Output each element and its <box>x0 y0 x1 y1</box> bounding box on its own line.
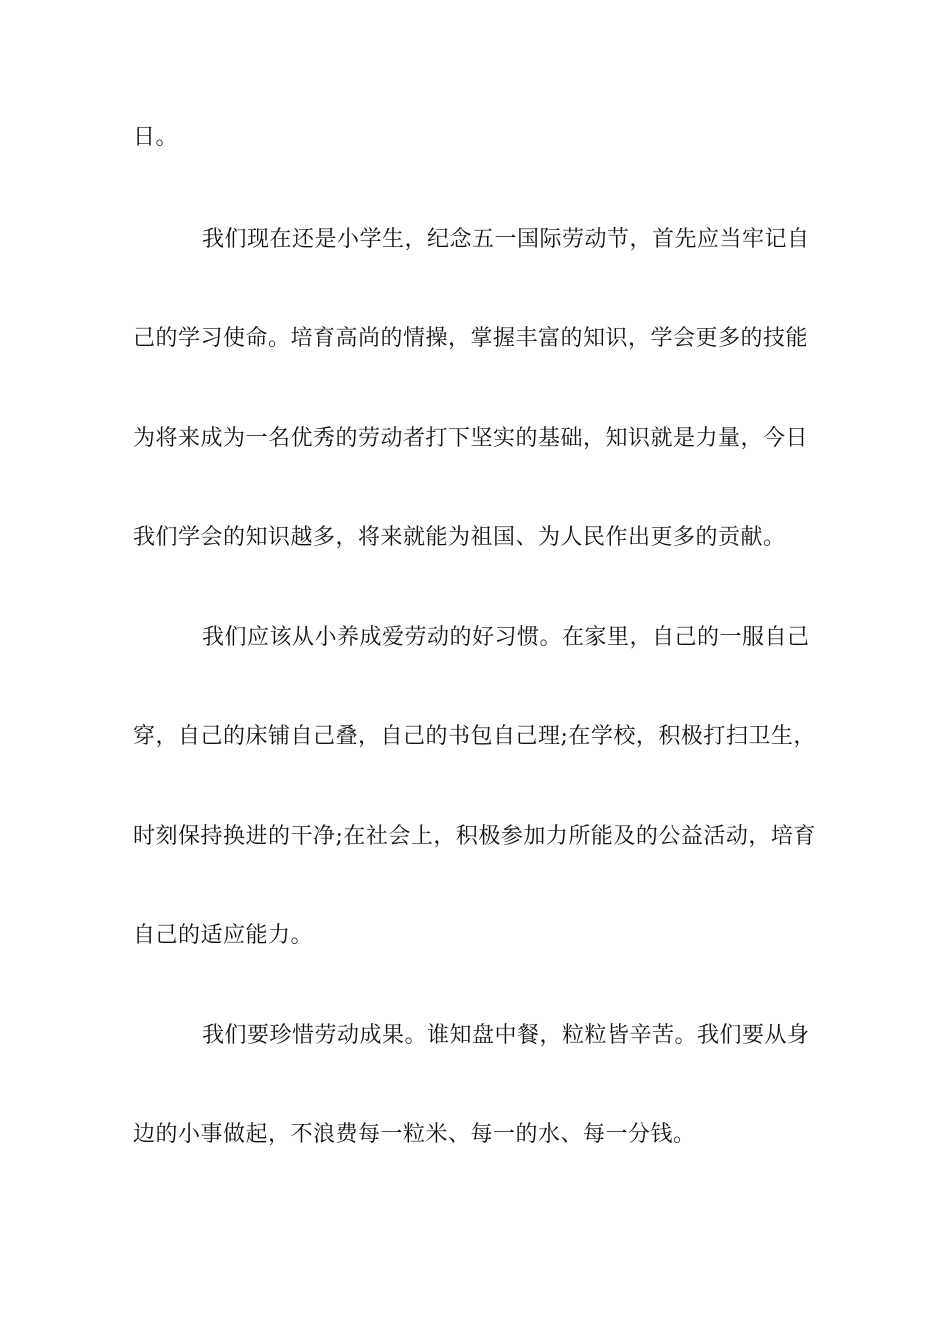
paragraph-first-line: 我们现在还是小学生，纪念五一国际劳动节，首先应当牢记自 <box>202 227 810 252</box>
text-line: 为将来成为一名优秀的劳动者打下坚实的基础，知识就是力量，今日 <box>133 426 809 451</box>
text-line: 时刻保持换进的干净;在社会上，积极参加力所能及的公益活动，培育 <box>133 824 816 849</box>
text-line: 穿，自己的床铺自己叠，自己的书包自己理;在学校，积极打扫卫生， <box>133 724 816 749</box>
text-line: 日。 <box>133 125 179 150</box>
text-line: 自己的适应能力。 <box>133 923 314 948</box>
text-line: 己的学习使命。培育高尚的情操，掌握丰富的知识，学会更多的技能 <box>133 326 809 351</box>
text-line: 边的小事做起，不浪费每一粒米、每一的水、每一分钱。 <box>133 1122 696 1147</box>
paragraph-first-line: 我们要珍惜劳动成果。谁知盘中餐，粒粒皆辛苦。我们要从身 <box>202 1023 810 1048</box>
text-line: 我们学会的知识越多，将来就能为祖国、为人民作出更多的贡献。 <box>133 525 786 550</box>
paragraph-first-line: 我们应该从小养成爱劳动的好习惯。在家里，自己的一服自己 <box>202 625 810 650</box>
